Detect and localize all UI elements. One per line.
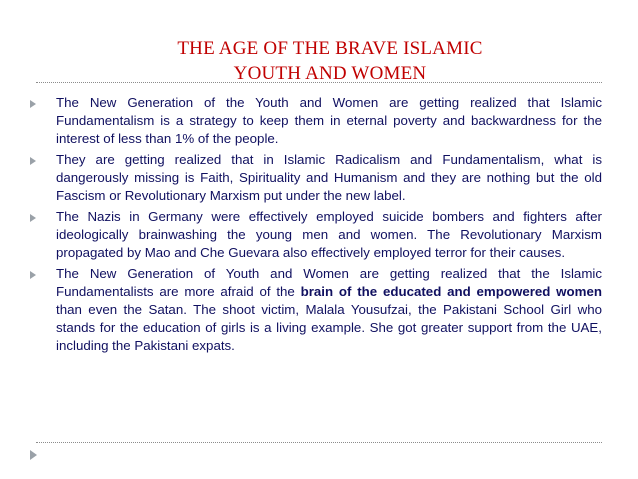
triangle-bullet-icon <box>30 271 36 279</box>
triangle-bullet-icon <box>30 100 36 108</box>
bullet-text: They are getting realized that in Islamic Radicalism and Fundamentalism, what is dangerously missing is Faith, Spirituality and Humanism and they are nothing but the old Fascism or Revolutionary Marxism put under the new label. <box>56 152 602 203</box>
triangle-bullet-icon <box>30 157 36 165</box>
bullet-item <box>30 94 602 148</box>
bullet-list <box>30 94 602 358</box>
slide-title <box>100 36 560 86</box>
bullet-text: The Nazis in Germany were effectively employed suicide bombers and fighters after ideologically brainwashing the young men and women. The Revolutionary Marxism propagated by Mao and Che Guevara also effectively employed terror for their causes. <box>56 209 602 260</box>
bullet-text-bold: brain of the educated and empowered women <box>300 284 602 299</box>
title-line-2: YOUTH AND WOMEN <box>233 63 427 84</box>
bullet-item <box>30 151 602 205</box>
bullet-text-after: than even the Satan. The shoot victim, Malala Yousufzai, the Pakistani School Girl who stands for the education of girls is a living example. She got greater support from the UAE, including the Pakistani expats. <box>56 302 602 353</box>
bullet-item <box>30 208 602 262</box>
triangle-bullet-icon <box>30 214 36 222</box>
triangle-marker-icon <box>30 450 37 460</box>
title-line-1: THE AGE OF THE BRAVE ISLAMIC <box>177 38 483 59</box>
footer-divider <box>36 442 602 443</box>
bullet-text: The New Generation of the Youth and Women are getting realized that Islamic Fundamentalism is a strategy to keep them in eternal poverty and backwardness for the interest of less than 1% of the people. <box>56 95 602 146</box>
bullet-text-before: The New Generation of Youth and Women are getting realized that the Islamic Fundamentalists are more afraid of the <box>56 266 602 299</box>
bullet-item <box>30 265 602 355</box>
title-divider <box>36 82 602 83</box>
